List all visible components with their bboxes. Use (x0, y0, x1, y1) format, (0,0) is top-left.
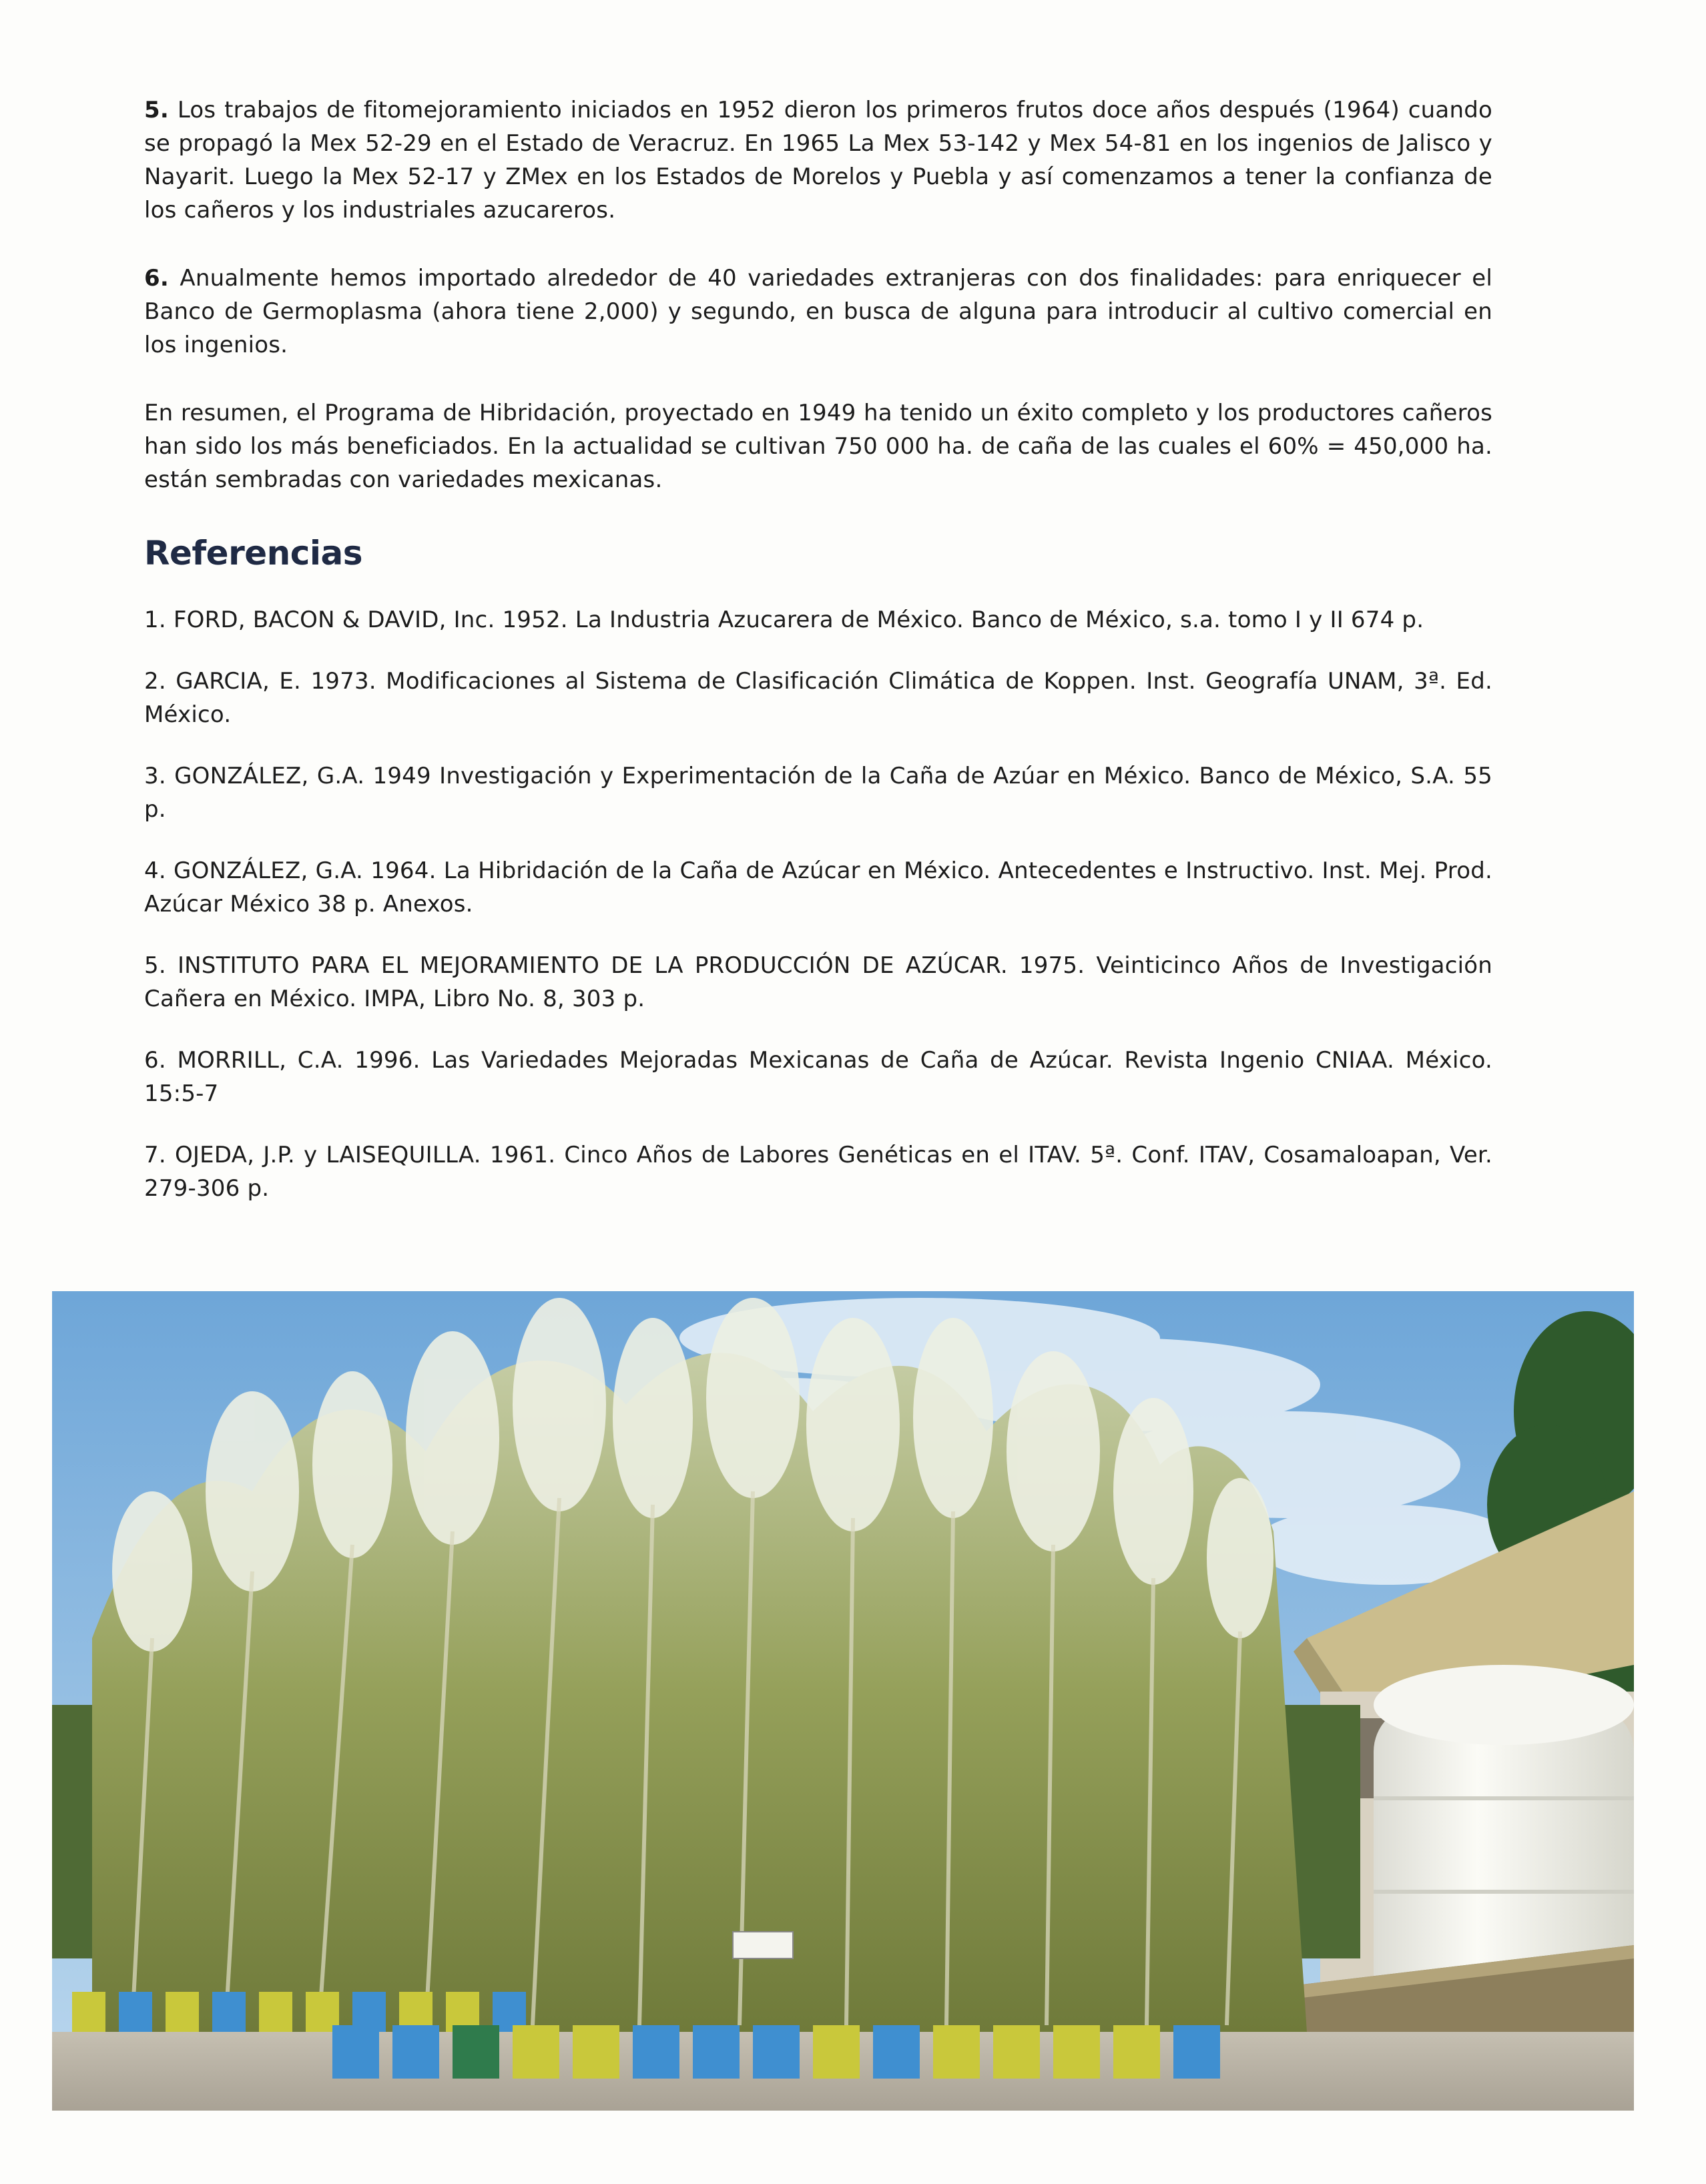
paragraph-number: 5. (144, 97, 169, 123)
plant-label-sign (733, 1932, 793, 1958)
reference-item: 1. FORD, BACON & DAVID, Inc. 1952. La Industria Azucarera de México. Banco de México, s.a. tomo I y II 674 p. (144, 607, 1424, 633)
sugarcane-photo (52, 1291, 1634, 2111)
paragraph-text: Anualmente hemos importado alrededor de 40 variedades extranjeras con dos finalidades: para enriquecer el Banco de Germoplasma (ahora tiene 2,000) y segundo, en busca de alguna para introducir al cultivo comercial en los ingenios. (144, 265, 1492, 358)
paragraph-6 (144, 262, 1492, 362)
references-heading: Referencias (144, 534, 363, 573)
paragraph-5 (144, 93, 1492, 227)
reference-item: 3. GONZÁLEZ, G.A. 1949 Investigación y Experimentación de la Caña de Azúar en México. Banco de México, S.A. 55 p. (144, 763, 1492, 823)
article-body (144, 93, 1492, 1233)
reference-item: 6. MORRILL, C.A. 1996. Las Variedades Mejoradas Mexicanas de Caña de Azúcar. Revista Ingenio CNIAA. México. 15:5-7 (144, 1047, 1492, 1107)
reference-item: 4. GONZÁLEZ, G.A. 1964. La Hibridación de la Caña de Azúcar en México. Antecedentes e Instructivo. Inst. Mej. Prod. Azúcar México 38 p. Anexos. (144, 857, 1492, 918)
paragraph-number: 6. (144, 265, 169, 292)
summary-paragraph (144, 396, 1492, 496)
reference-item: 7. OJEDA, J.P. y LAISEQUILLA. 1961. Cinco Años de Labores Genéticas en el ITAV. 5ª. Conf. ITAV, Cosamaloapan, Ver. 279-306 p. (144, 1142, 1492, 1202)
reference-item: 5. INSTITUTO PARA EL MEJORAMIENTO DE LA PRODUCCIÓN DE AZÚCAR. 1975. Veinticinco Años de Investigación Cañera en México. IMPA, Libro No. 8, 303 p. (144, 952, 1492, 1012)
paragraph-text: En resumen, el Programa de Hibridación, proyectado en 1949 ha tenido un éxito completo y los productores cañeros han sido los más beneficiados. En la actualidad se cultivan 750 000 ha. de caña de las cuales el 60% = 450,000 ha. están sembradas con variedades mexicanas. (144, 400, 1492, 493)
reference-item: 2. GARCIA, E. 1973. Modificaciones al Sistema de Clasificación Climática de Koppen. Inst. Geografía UNAM, 3ª. Ed. México. (144, 668, 1492, 728)
paragraph-text: Los trabajos de fitomejoramiento iniciados en 1952 dieron los primeros frutos doce años después (1964) cuando se propagó la Mex 52-29 en el Estado de Veracruz. En 1965 La Mex 53-142 y Mex 54-81 en los ingenios de Jalisco y Nayarit. Luego la Mex 52-17 y ZMex en los Estados de Morelos y Puebla y así comenzamos a tener la confianza de los cañeros y los industriales azucareros. (144, 97, 1492, 224)
pots-front-row (332, 2025, 1220, 2079)
sugarcane-photo-illustration (52, 1291, 1634, 2111)
